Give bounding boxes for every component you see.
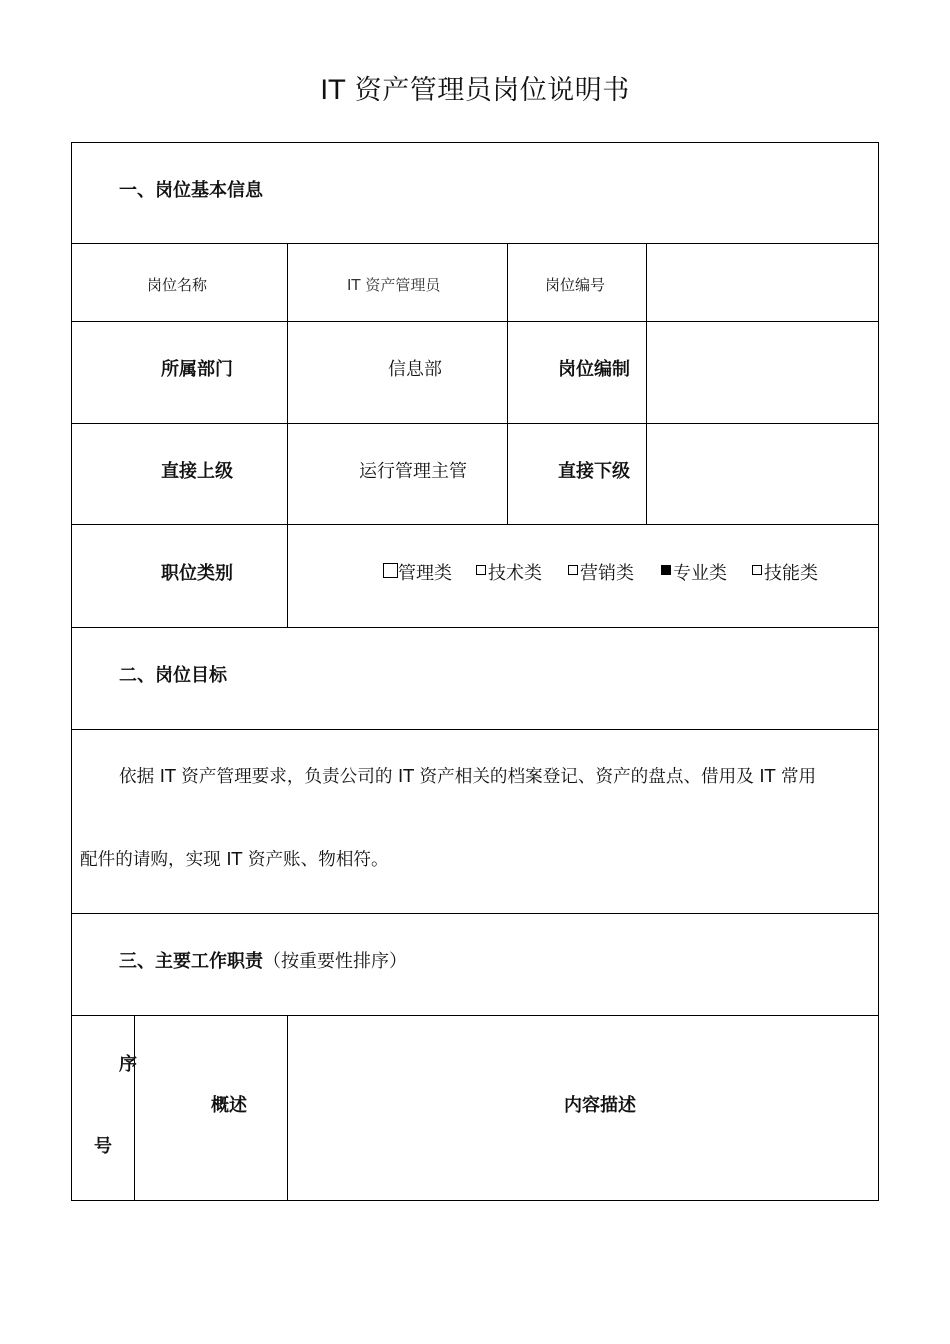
section-heading-job-objective: 二、岗位目标 [119,665,227,686]
category-option-marketing[interactable] [568,559,634,585]
checkbox-marketing[interactable] [568,565,578,575]
direct-superior-label: 直接上级 [161,461,233,482]
category-option-management[interactable] [383,559,452,585]
section-heading-basic-info: 一、岗位基本信息 [119,180,263,201]
category-option-professional[interactable] [661,559,727,585]
category-label-skilled: 技能类 [764,563,818,584]
job-objective-line-1: 依据 IT 资产管理要求，负责公司的 IT 资产相关的档案登记、资产的盘点、借用及 IT 常用 [119,767,817,787]
column-divider [646,243,647,525]
column-divider [134,1015,135,1201]
row-divider [71,524,879,525]
column-header-seq-top: 序 [119,1054,137,1075]
row-divider [71,321,879,322]
row-divider [71,729,879,730]
job-name-label: 岗位名称 [147,276,208,294]
category-label-professional: 专业类 [673,563,727,584]
category-option-skilled[interactable] [752,559,818,585]
category-label-marketing: 营销类 [580,563,634,584]
responsibilities-heading-note: （按重要性排序） [263,951,407,972]
row-divider [71,627,879,628]
job-category-label: 职位类别 [161,563,233,584]
document-title: IT 资产管理员岗位说明书 [320,75,630,106]
direct-subordinate-label: 直接下级 [558,461,630,482]
row-divider [71,243,879,244]
row-divider [71,1015,879,1016]
category-option-technical[interactable] [476,559,542,585]
checkbox-management[interactable] [383,563,398,578]
job-objective-line-2: 配件的请购，实现 IT 资产账、物相符。 [80,850,389,870]
column-divider [507,243,508,525]
column-header-seq-bottom: 号 [94,1136,112,1157]
column-divider [287,243,288,628]
department-value: 信息部 [388,359,442,380]
checkbox-technical[interactable] [476,565,486,575]
job-name-value: IT 资产管理员 [347,276,441,294]
job-code-label: 岗位编号 [545,276,606,294]
section-heading-responsibilities [119,947,407,973]
row-divider [71,913,879,914]
category-label-technical: 技术类 [488,563,542,584]
checkbox-skilled[interactable] [752,565,762,575]
department-label: 所属部门 [161,359,233,380]
responsibilities-heading-text: 三、主要工作职责 [119,951,263,972]
checkbox-professional[interactable] [661,565,671,575]
direct-superior-value: 运行管理主管 [359,461,467,482]
column-header-content: 内容描述 [564,1095,636,1116]
category-label-management: 管理类 [398,563,452,584]
column-header-summary: 概述 [211,1095,247,1116]
row-divider [71,423,879,424]
column-divider [287,1015,288,1201]
headcount-quota-label: 岗位编制 [558,359,630,380]
